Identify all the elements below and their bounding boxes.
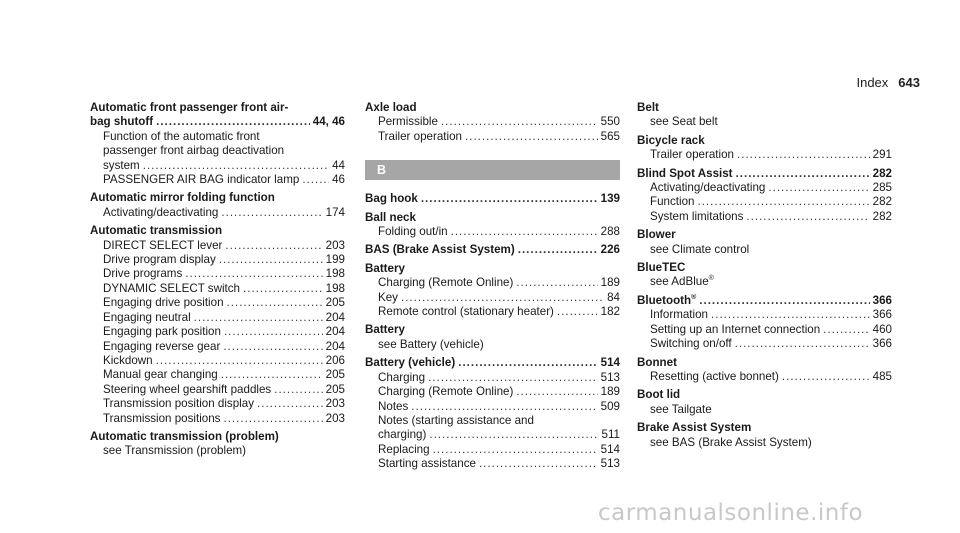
subentry-row: [90, 340, 345, 354]
see-reference[interactable]: see Seat belt: [650, 115, 718, 129]
entry-heading: bag shutoff: [90, 115, 154, 129]
leader-dots: [433, 443, 598, 457]
subentry-row: [637, 181, 892, 195]
page-ref: 44, 46: [312, 115, 345, 129]
subentry-row: [90, 354, 345, 368]
see-reference[interactable]: see Tailgate: [650, 402, 712, 416]
leader-dots: [401, 291, 604, 305]
entry-heading: Battery: [365, 261, 405, 275]
leader-dots: [302, 173, 329, 187]
index-entry: [90, 430, 345, 459]
index-entry: [637, 294, 892, 352]
page-ref: 550: [600, 115, 620, 129]
leader-dots: [465, 130, 598, 144]
entry-heading: Bluetooth: [637, 293, 692, 307]
index-column-2: [365, 101, 620, 472]
page-header: [856, 75, 920, 90]
section-label: Index: [856, 75, 889, 90]
see-reference: see AdBlue: [650, 275, 709, 289]
subentry-row: [365, 400, 620, 414]
leader-dots: [221, 368, 323, 382]
subentry-row: [90, 239, 345, 253]
page-ref: 205: [325, 296, 345, 310]
entry-heading: BAS (Brake Assist System): [365, 243, 515, 257]
leader-dots: [143, 159, 329, 173]
subentry-label: Replacing: [378, 442, 430, 456]
subentry-label: Transmission positions: [103, 411, 221, 425]
page-ref: 205: [325, 368, 345, 382]
page-ref: 285: [872, 181, 892, 195]
leader-dots: [219, 253, 323, 267]
leader-dots: [421, 192, 598, 206]
subentry-label: charging): [378, 428, 427, 442]
entry-heading-row: [365, 356, 620, 370]
subentry-row: [90, 159, 345, 173]
subentry-label: PASSENGER AIR BAG indicator lamp: [103, 173, 300, 187]
leader-dots: [736, 167, 870, 181]
entry-heading-row: [365, 243, 620, 257]
subentry-label: Switching on/off: [650, 337, 732, 351]
subentry-row: [90, 296, 345, 310]
subentry-label: Engaging reverse gear: [103, 339, 221, 353]
subentry-row: [365, 305, 620, 319]
page-ref: 282: [872, 195, 892, 209]
leader-dots: [429, 428, 598, 442]
subentry-row: [90, 368, 345, 382]
leader-dots: [458, 356, 597, 370]
subentry-label: DIRECT SELECT lever: [103, 238, 223, 252]
subentry-row: [637, 370, 892, 384]
page-ref: 282: [872, 166, 892, 180]
page-ref: 44: [332, 158, 345, 172]
entry-heading: Bag hook: [365, 192, 418, 206]
index-entry: [637, 101, 892, 130]
subentry-row: [365, 428, 620, 442]
index-entry: [365, 192, 620, 206]
index-entry: [365, 323, 620, 352]
entry-heading: Automatic transmission (problem): [90, 429, 279, 443]
index-entry: [637, 261, 892, 290]
leader-dots: [516, 385, 597, 399]
leader-dots: [411, 400, 597, 414]
subentry-row: [365, 276, 620, 290]
page-ref: 509: [600, 399, 620, 413]
entry-heading: Blower: [637, 228, 676, 242]
index-entry: [365, 243, 620, 257]
subentry-label: Charging (Remote Online): [378, 276, 514, 290]
page-ref: 514: [600, 356, 620, 370]
leader-dots: [516, 276, 597, 290]
leader-dots: [156, 354, 323, 368]
subentry-label: Engaging drive position: [103, 296, 224, 310]
subentry-label: Notes: [378, 399, 409, 413]
subentry-label: Kickdown: [103, 353, 153, 367]
page-ref: 204: [325, 325, 345, 339]
leader-dots: [194, 311, 323, 325]
leader-dots: [223, 412, 322, 426]
subentry-label: DYNAMIC SELECT switch: [103, 281, 241, 295]
subentry-row: [90, 311, 345, 325]
leader-dots: [224, 325, 323, 339]
page-ref: 485: [872, 369, 892, 383]
subentry-label: Manual gear changing: [103, 368, 218, 382]
index-entry: [90, 101, 345, 187]
subentry-label: System limitations: [650, 209, 744, 223]
subentry-label: Trailer operation: [378, 129, 462, 143]
page-ref: 460: [872, 322, 892, 336]
page-ref: 366: [872, 293, 892, 307]
leader-dots: [185, 267, 322, 281]
page-ref: 182: [600, 305, 620, 319]
leader-dots: [737, 148, 870, 162]
leader-dots: [782, 370, 870, 384]
see-reference[interactable]: see Climate control: [650, 242, 750, 256]
index-entry: [637, 421, 892, 450]
entry-heading: Belt: [637, 101, 659, 114]
subentry-row: [365, 443, 620, 457]
index-entry: [365, 356, 620, 471]
leader-dots: [746, 210, 869, 224]
leader-dots: [711, 308, 870, 322]
entry-heading: BlueTEC: [637, 261, 686, 275]
page-ref: 174: [325, 205, 345, 219]
page-ref: 565: [600, 129, 620, 143]
entry-heading-row: [637, 167, 892, 181]
page-ref: 288: [600, 225, 620, 239]
index-entry: [365, 101, 620, 144]
subentry-row: [637, 323, 892, 337]
subentry-row: [637, 148, 892, 162]
page-ref: 139: [600, 192, 620, 206]
leader-dots: [697, 195, 869, 209]
entry-heading: Battery: [365, 323, 405, 337]
see-reference[interactable]: see Transmission (problem): [103, 444, 247, 458]
subentry-label: Charging (Remote Online): [378, 385, 514, 399]
subentry-label: Function: [650, 195, 695, 209]
entry-heading-row: [90, 115, 345, 129]
entry-heading: Ball neck: [365, 210, 416, 224]
page-ref: 366: [872, 337, 892, 351]
subentry-row: [637, 210, 892, 224]
subentry-row: [637, 337, 892, 351]
index-column-3: [637, 101, 892, 450]
leader-dots: [243, 282, 323, 296]
subentry-label: Setting up an Internet connection: [650, 322, 821, 336]
subentry-label: Remote control (stationary heater): [378, 305, 554, 319]
subentry-label: Activating/deactivating: [650, 181, 766, 195]
page-ref: 366: [872, 308, 892, 322]
entry-heading-row: [365, 192, 620, 206]
page-ref: 189: [600, 385, 620, 399]
subentry-row: [637, 308, 892, 322]
subentry-label: Resetting (active bonnet): [650, 369, 779, 383]
subentry-label: Engaging park position: [103, 325, 221, 339]
leader-dots: [768, 181, 869, 195]
leader-dots: [156, 115, 310, 129]
leader-dots: [441, 115, 598, 129]
entry-heading: Automatic transmission: [90, 224, 223, 238]
subentry-label: Transmission position display: [103, 397, 254, 411]
entry-heading: Battery (vehicle): [365, 356, 456, 370]
page-ref: 84: [607, 290, 620, 304]
subentry-label: Key: [378, 290, 398, 304]
index-entry: [637, 356, 892, 385]
index-entry: [365, 262, 620, 320]
subentry-row: [365, 457, 620, 471]
index-entry: [637, 388, 892, 417]
page-ref: 205: [325, 382, 345, 396]
page-ref: 291: [872, 148, 892, 162]
page-ref: 513: [600, 457, 620, 471]
subentry-row: [90, 282, 345, 296]
see-reference-row[interactable]: [637, 275, 892, 289]
leader-dots: [518, 243, 598, 257]
page-ref: 204: [325, 310, 345, 324]
subentry-row: [637, 195, 892, 209]
subentry-row: [365, 115, 620, 129]
subentry-row: [90, 206, 345, 220]
page-ref: 203: [325, 411, 345, 425]
index-entry: [365, 211, 620, 240]
entry-heading: Blind Spot Assist: [637, 166, 733, 180]
subentry-label: Drive program display: [103, 253, 216, 267]
page-number: 643: [898, 75, 920, 90]
leader-dots: [557, 305, 598, 319]
subentry-label: Trailer operation: [650, 148, 734, 162]
subentry-row: [365, 225, 620, 239]
subentry-row: [90, 325, 345, 339]
index-entry: [637, 134, 892, 163]
subentry-label: system: [103, 158, 140, 172]
leader-dots: [479, 457, 598, 471]
leader-dots: [227, 296, 323, 310]
subentry-row: [90, 173, 345, 187]
leader-dots: [428, 371, 598, 385]
entry-heading: Axle load: [365, 101, 417, 114]
subentry-label: passenger front airbag deactivation: [103, 144, 285, 158]
page-ref: 282: [872, 209, 892, 223]
page-ref: 511: [601, 428, 620, 442]
entry-heading: Boot lid: [637, 388, 681, 402]
index-entry: [637, 167, 892, 225]
subentry-row: [90, 397, 345, 411]
leader-dots: [225, 239, 322, 253]
subentry-row: [90, 383, 345, 397]
page-ref: 206: [325, 353, 345, 367]
subentry-label: Folding out/in: [378, 225, 448, 239]
entry-heading-wrap: [637, 294, 696, 308]
see-reference[interactable]: see BAS (Brake Assist System): [650, 435, 812, 449]
page-ref: 203: [325, 238, 345, 252]
subentry-label: Engaging neutral: [103, 310, 191, 324]
page-ref: 46: [332, 173, 345, 187]
subentry-row: [90, 253, 345, 267]
entry-heading: Automatic front passenger front air-: [90, 101, 289, 114]
subentry-label: Notes (starting assistance and: [378, 413, 534, 427]
page-ref: 198: [325, 267, 345, 281]
entry-heading: Brake Assist System: [637, 421, 752, 435]
see-reference[interactable]: see Battery (vehicle): [378, 337, 484, 351]
subentry-label: Permissible: [378, 115, 438, 129]
subentry-row: [365, 385, 620, 399]
leader-dots: [735, 337, 870, 351]
letter-section-header: B: [365, 160, 620, 180]
index-entry: [90, 191, 345, 220]
index-entry: [637, 228, 892, 257]
index-column-1: [90, 101, 345, 459]
subentry-label: Function of the automatic front: [103, 129, 260, 143]
subentry-label: Charging: [378, 370, 426, 384]
subentry-label: Information: [650, 308, 708, 322]
watermark-text: carmanualsonline.info: [598, 500, 864, 526]
registered-mark: ®: [708, 275, 714, 283]
page-ref: 199: [325, 253, 345, 267]
leader-dots: [221, 206, 322, 220]
entry-heading: Automatic mirror folding function: [90, 191, 275, 205]
leader-dots: [274, 383, 322, 397]
index-entry: [90, 224, 345, 426]
entry-heading: Bonnet: [637, 355, 677, 369]
subentry-row: [90, 267, 345, 281]
leader-dots: [699, 294, 869, 308]
subentry-row: [90, 412, 345, 426]
page-ref: 513: [600, 370, 620, 384]
subentry-label: Steering wheel gearshift paddles: [103, 382, 272, 396]
page-ref: 226: [600, 243, 620, 257]
registered-mark: ®: [691, 293, 697, 301]
leader-dots: [823, 323, 869, 337]
leader-dots: [223, 340, 322, 354]
entry-heading: Bicycle rack: [637, 133, 705, 147]
subentry-row: [365, 130, 620, 144]
leader-dots: [257, 397, 323, 411]
entry-heading-row: [637, 294, 892, 308]
page-ref: 198: [325, 281, 345, 295]
subentry-row: [365, 371, 620, 385]
subentry-label: Activating/deactivating: [103, 205, 219, 219]
page-ref: 189: [600, 276, 620, 290]
subentry-label: Starting assistance: [378, 457, 476, 471]
subentry-row: [365, 291, 620, 305]
page-ref: 514: [600, 442, 620, 456]
leader-dots: [451, 225, 598, 239]
subentry-label: Drive programs: [103, 267, 183, 281]
page-ref: 203: [325, 397, 345, 411]
page-ref: 204: [325, 339, 345, 353]
